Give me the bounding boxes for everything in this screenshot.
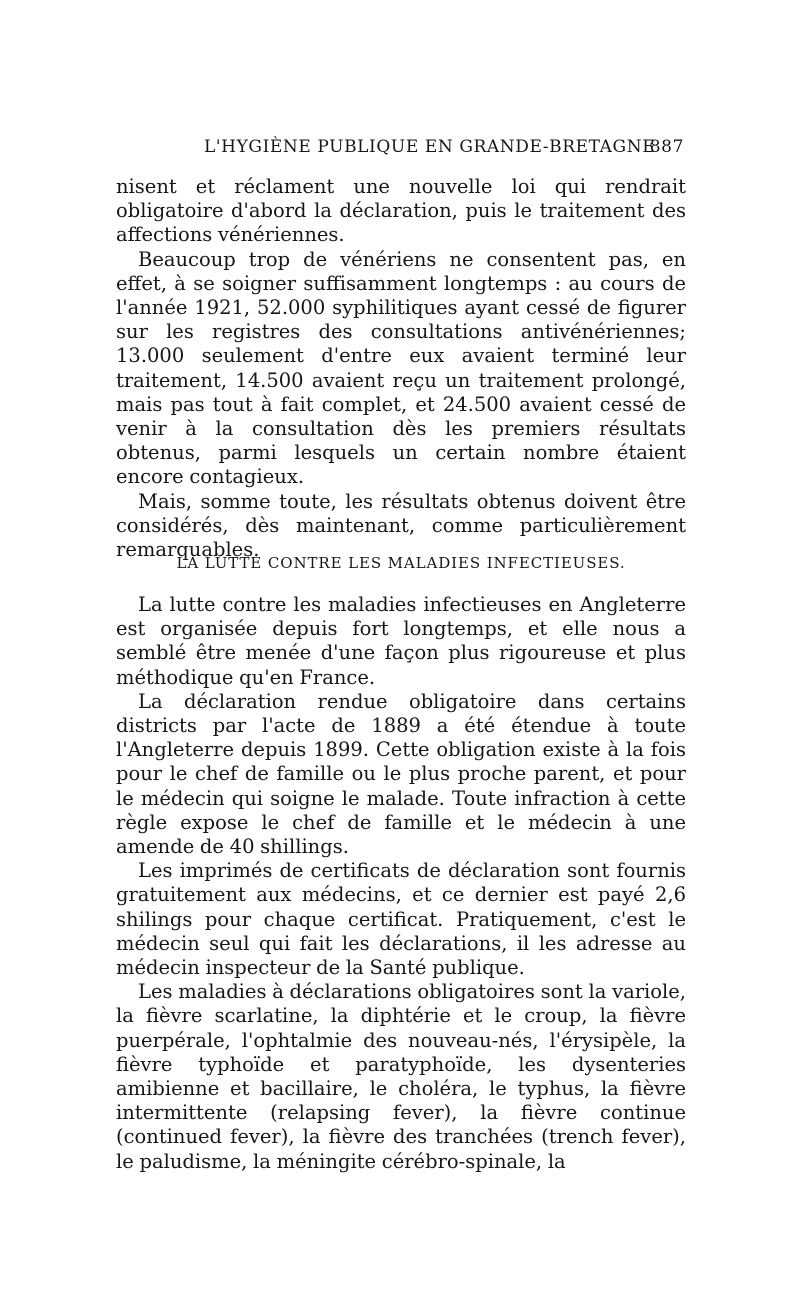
- paragraph: Les maladies à déclarations obligatoires sont la variole, la fièvre scarlatine, la diphtérie et le croup, la fièvre puerpérale, l'ophtalmie des nouveau-nés, l'érysipèle, la fièvre typhoïde et paratyphoïde, les dysenteries amibienne et bacillaire, le choléra, le typhus, la fièvre intermittente (relapsing fever), la fièvre continue (continued fever), la fièvre des tranchées (trench fever), le paludisme, la méningite cérébro-spinale, la: [116, 980, 686, 1173]
- paragraph: Mais, somme toute, les résultats obtenus doivent être considérés, dès maintenant, comme particulièrement remarquables.: [116, 489, 686, 562]
- section-heading: LA LUTTE CONTRE LES MALADIES INFECTIEUSES.: [176, 554, 626, 572]
- paragraph: nisent et réclament une nouvelle loi qui rendrait obligatoire d'abord la déclaration, puis le traitement des affections vénériennes.: [116, 175, 686, 247]
- page-number: 887: [649, 137, 684, 157]
- paragraph: Les imprimés de certificats de déclaration sont fournis gratuitement aux médecins, et ce dernier est payé 2,6 shilings pour chaque certificat. Pratiquement, c'est le médecin seul qui fait les déclarations, il les adresse au médecin inspecteur de la Santé publique.: [116, 859, 686, 980]
- running-head: [116, 137, 684, 163]
- paragraph: Beaucoup trop de vénériens ne consentent pas, en effet, à se soigner suffisamment longtemps : au cours de l'année 1921, 52.000 syphilitiques ayant cessé de figurer sur les registres des consultations antivénériennes; 13.000 seulement d'entre eux avaient terminé leur traitement, 14.500 avaient reçu un traitement prolongé, mais pas tout à fait complet, et 24.500 avaient cessé de venir à la consultation dès les premiers résultats obtenus, parmi lesquels un certain nombre étaient encore contagieux.: [116, 247, 686, 489]
- text-block-after-heading: [116, 593, 686, 1174]
- paragraph: La déclaration rendue obligatoire dans certains districts par l'acte de 1889 a été étendue à toute l'Angleterre depuis 1899. Cette obligation existe à la fois pour le chef de famille ou le plus proche parent, et pour le médecin qui soigne le malade. Toute infraction à cette règle expose le chef de famille et le médecin à une amende de 40 shillings.: [116, 689, 686, 859]
- paragraph: La lutte contre les maladies infectieuses en Angleterre est organisée depuis fort longtemps, et elle nous a semblé être menée d'une façon plus rigoureuse et plus méthodique qu'en France.: [116, 593, 686, 689]
- text-block-before-heading: [116, 175, 686, 562]
- running-title: L'HYGIÈNE PUBLIQUE EN GRANDE-BRETAGNE: [204, 137, 656, 157]
